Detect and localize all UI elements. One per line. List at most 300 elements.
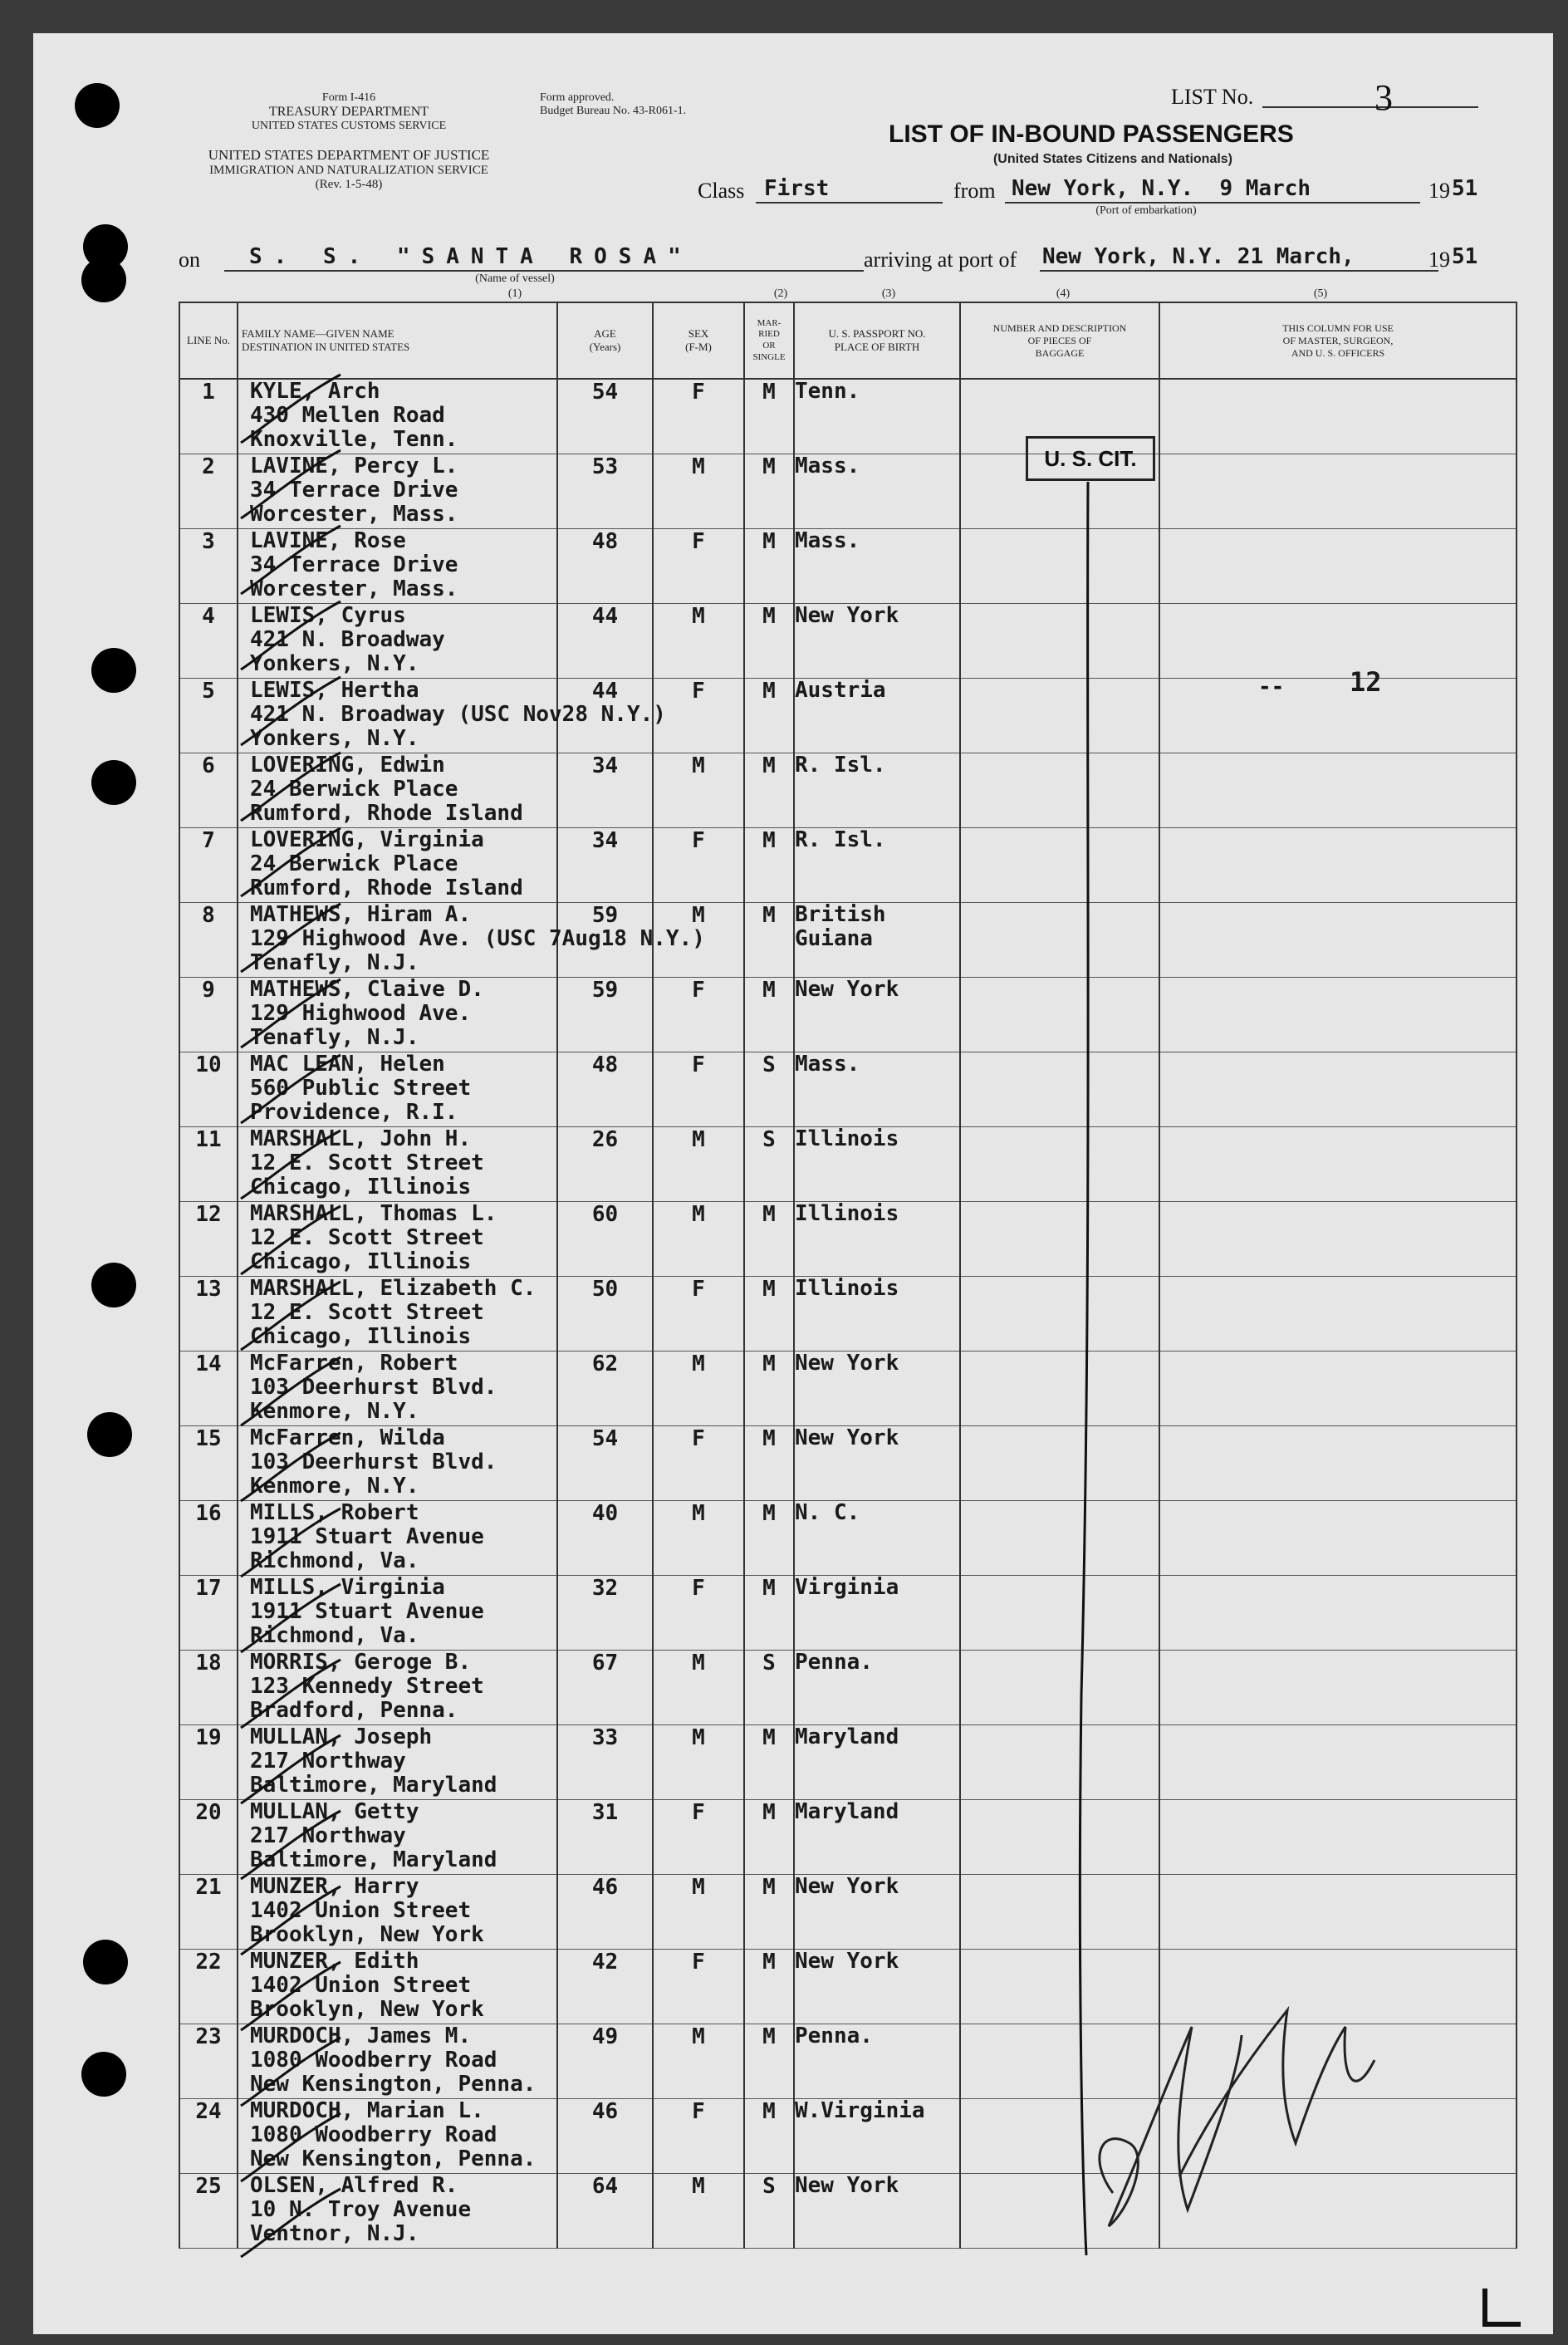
baggage-cell — [960, 679, 1159, 753]
passenger-name: MULLAN, Getty — [250, 1799, 419, 1824]
baggage-cell — [960, 1277, 1159, 1352]
from-value: New York, N.Y. 9 March — [1012, 176, 1311, 201]
passenger-marital-status: M — [744, 1576, 794, 1651]
passenger-marital-status: M — [744, 753, 794, 828]
passenger-age: 40 — [557, 1501, 653, 1576]
table-row — [179, 2174, 1517, 2249]
customs-service: UNITED STATES CUSTOMS SERVICE — [251, 120, 447, 133]
treasury-department: TREASURY DEPARTMENT — [268, 105, 429, 120]
officer-cell — [1159, 1352, 1517, 1426]
passenger-sex: M — [653, 1875, 744, 1950]
header-officers: THIS COLUMN FOR USE OF MASTER, SURGEON, AND U. S. OFFICERS — [1159, 302, 1517, 379]
passenger-name: MURDOCH, Marian L. — [250, 2098, 484, 2123]
us-citizen-stamp: U. S. CIT. — [1026, 436, 1155, 481]
punch-hole-3 — [81, 258, 126, 302]
header-married: MAR- RIED OR SINGLE — [744, 302, 794, 379]
arriving-value: New York, N.Y. 21 March, — [1042, 244, 1368, 269]
table-row — [179, 604, 1517, 679]
port-embarkation-caption: (Port of embarkation) — [1095, 204, 1197, 217]
baggage-cell — [960, 1352, 1159, 1426]
passenger-sex: M — [653, 604, 744, 679]
passenger-birthplace: Mass. — [794, 1052, 960, 1127]
table-row — [179, 2024, 1517, 2099]
passenger-name: KYLE, Arch — [250, 379, 380, 404]
form-approved: Form approved. — [540, 91, 615, 104]
line-number: 20 — [179, 1800, 238, 1875]
passenger-address-line: 12 E. Scott Street — [250, 1225, 484, 1250]
passenger-name-address — [238, 2099, 557, 2174]
passenger-address-line: 217 Northway — [250, 1749, 406, 1773]
passenger-birthplace: Maryland — [794, 1800, 960, 1875]
passenger-sex: F — [653, 379, 744, 454]
class-label: Class — [698, 179, 745, 203]
from-year-prefix: 19 — [1428, 179, 1450, 203]
passenger-sex: F — [653, 1950, 744, 2024]
passenger-address-line: Chicago, Illinois — [250, 1249, 472, 1274]
passenger-birthplace: R. Isl. — [794, 828, 960, 903]
passenger-birthplace: British Guiana — [794, 903, 960, 978]
passenger-name: MARSHALL, Elizabeth C. — [250, 1276, 537, 1301]
line-number: 9 — [179, 978, 238, 1052]
line-number: 18 — [179, 1651, 238, 1725]
line-number: 24 — [179, 2099, 238, 2174]
passenger-birthplace: Mass. — [794, 454, 960, 529]
passenger-name: McFarren, Robert — [250, 1351, 458, 1376]
line-number: 15 — [179, 1426, 238, 1501]
passenger-sex: M — [653, 753, 744, 828]
line-number: 17 — [179, 1576, 238, 1651]
passenger-address-line: New Kensington, Penna. — [250, 2146, 537, 2171]
passenger-marital-status: M — [744, 1426, 794, 1501]
officer-cell — [1159, 1052, 1517, 1127]
line-number: 5 — [179, 679, 238, 753]
table-row — [179, 1725, 1517, 1800]
list-subtitle: (United States Citizens and Nationals) — [992, 152, 1233, 166]
baggage-cell — [960, 1052, 1159, 1127]
passenger-name-address — [238, 1950, 557, 2024]
table-row — [179, 529, 1517, 604]
passenger-sex: M — [653, 1501, 744, 1576]
list-no-label: LIST No. — [1171, 85, 1254, 109]
passenger-address-line: Richmond, Va. — [250, 1548, 419, 1573]
passenger-address-line: Tenafly, N.J. — [250, 950, 419, 975]
passenger-name-address — [238, 828, 557, 903]
passenger-address-line: 421 N. Broadway — [250, 627, 445, 652]
table-row — [179, 379, 1517, 454]
line-number: 16 — [179, 1501, 238, 1576]
line-number: 21 — [179, 1875, 238, 1950]
passenger-age: 54 — [557, 379, 653, 454]
passenger-address-line: 1911 Stuart Avenue — [250, 1599, 484, 1624]
officer-cell — [1159, 828, 1517, 903]
passenger-name: MATHEWS, Hiram A. — [250, 902, 472, 927]
punch-hole-1 — [75, 83, 120, 128]
officer-note-dash: -- — [1258, 675, 1285, 699]
passenger-birthplace: New York — [794, 1352, 960, 1426]
document-page — [33, 33, 1553, 2334]
passenger-birthplace: New York — [794, 978, 960, 1052]
passenger-sex: F — [653, 1052, 744, 1127]
passenger-name-address — [238, 1426, 557, 1501]
passenger-name: MATHEWS, Claive D. — [250, 977, 484, 1002]
passenger-address-line: Chicago, Illinois — [250, 1324, 472, 1349]
header-age: AGE (Years) — [557, 302, 653, 379]
passenger-birthplace: Virginia — [794, 1576, 960, 1651]
table-row — [179, 1352, 1517, 1426]
arriving-year-value: 51 — [1452, 244, 1478, 269]
passenger-address-line: 103 Deerhurst Blvd. — [250, 1375, 497, 1400]
passenger-age: 49 — [557, 2024, 653, 2099]
baggage-cell — [960, 2024, 1159, 2099]
passenger-name: OLSEN, Alfred R. — [250, 2173, 458, 2198]
passenger-name: MARSHALL, Thomas L. — [250, 1201, 497, 1226]
table-row — [179, 2099, 1517, 2174]
passenger-name: LOVERING, Edwin — [250, 753, 445, 778]
passenger-age: 46 — [557, 2099, 653, 2174]
passenger-address-line: 103 Deerhurst Blvd. — [250, 1450, 497, 1474]
passenger-marital-status: M — [744, 2024, 794, 2099]
passenger-marital-status: M — [744, 1202, 794, 1277]
table-header-row — [179, 302, 1517, 379]
officer-cell — [1159, 1426, 1517, 1501]
line-number: 10 — [179, 1052, 238, 1127]
table-row — [179, 1127, 1517, 1202]
passenger-birthplace: Illinois — [794, 1277, 960, 1352]
arriving-year-prefix: 19 — [1428, 248, 1450, 272]
passenger-address-line: 560 Public Street — [250, 1076, 472, 1101]
line-number: 1 — [179, 379, 238, 454]
table-row — [179, 903, 1517, 978]
doj-title: UNITED STATES DEPARTMENT OF JUSTICE — [208, 147, 490, 163]
passenger-marital-status: M — [744, 379, 794, 454]
punch-hole-7 — [87, 1412, 132, 1457]
passenger-address-line: Rumford, Rhode Island — [250, 801, 523, 826]
line-number: 25 — [179, 2174, 238, 2249]
passenger-name-address — [238, 2024, 557, 2099]
passenger-address-line: 1080 Woodberry Road — [250, 2122, 497, 2147]
passenger-name: MUNZER, Harry — [250, 1874, 419, 1899]
table-row — [179, 1800, 1517, 1875]
passenger-name-address — [238, 1800, 557, 1875]
passenger-marital-status: M — [744, 903, 794, 978]
officer-note: 12 — [1350, 666, 1382, 698]
passenger-address-line: Chicago, Illinois — [250, 1175, 472, 1199]
baggage-cell — [960, 2099, 1159, 2174]
passenger-table — [179, 302, 1517, 2249]
line-number: 14 — [179, 1352, 238, 1426]
table-row — [179, 1651, 1517, 1725]
officer-cell — [1159, 1277, 1517, 1352]
list-no-value: 3 — [1374, 77, 1393, 118]
passenger-address-line: Bradford, Penna. — [250, 1698, 458, 1723]
table-row — [179, 1426, 1517, 1501]
passenger-sex: M — [653, 2024, 744, 2099]
passenger-address-line: Ventnor, N.J. — [250, 2221, 419, 2246]
punch-hole-9 — [81, 2052, 126, 2097]
passenger-address-line: Worcester, Mass. — [250, 576, 458, 601]
line-number: 12 — [179, 1202, 238, 1277]
passenger-marital-status: M — [744, 978, 794, 1052]
passenger-marital-status: M — [744, 1950, 794, 2024]
passenger-age: 54 — [557, 1426, 653, 1501]
passenger-name-address — [238, 1725, 557, 1800]
passenger-age: 48 — [557, 529, 653, 604]
header-sex: SEX (F-M) — [653, 302, 744, 379]
line-number: 7 — [179, 828, 238, 903]
passenger-birthplace: New York — [794, 1950, 960, 2024]
passenger-birthplace: Penna. — [794, 1651, 960, 1725]
passenger-address-line: New Kensington, Penna. — [250, 2072, 537, 2097]
vessel-value: S. S. "SANTA ROSA" — [249, 244, 693, 269]
passenger-marital-status: M — [744, 1800, 794, 1875]
officer-cell — [1159, 1725, 1517, 1800]
table-row — [179, 679, 1517, 753]
passenger-name: MILLS, Virginia — [250, 1575, 445, 1600]
passenger-marital-status: M — [744, 1501, 794, 1576]
passenger-address-line: 123 Kennedy Street — [250, 1674, 484, 1699]
line-number: 2 — [179, 454, 238, 529]
table-row — [179, 1950, 1517, 2024]
baggage-cell — [960, 1875, 1159, 1950]
header-name: FAMILY NAME—GIVEN NAME DESTINATION IN UNITED STATES — [238, 302, 557, 379]
ins-title: IMMIGRATION AND NATURALIZATION SERVICE — [209, 163, 488, 177]
clip-mark — [1482, 2289, 1521, 2327]
passenger-age: 62 — [557, 1352, 653, 1426]
passenger-sex: M — [653, 454, 744, 529]
passenger-name-address — [238, 1127, 557, 1202]
punch-hole-4 — [91, 648, 136, 693]
passenger-sex: F — [653, 679, 744, 753]
officer-cell — [1159, 1576, 1517, 1651]
passenger-age: 31 — [557, 1800, 653, 1875]
baggage-cell — [960, 903, 1159, 978]
officer-cell — [1159, 529, 1517, 604]
passenger-name-address — [238, 1352, 557, 1426]
passenger-marital-status: M — [744, 1352, 794, 1426]
officer-cell — [1159, 978, 1517, 1052]
passenger-birthplace: Illinois — [794, 1127, 960, 1202]
table-row — [179, 753, 1517, 828]
officer-cell — [1159, 1875, 1517, 1950]
passenger-name-address — [238, 1651, 557, 1725]
from-year-value: 51 — [1452, 176, 1478, 201]
passenger-name-address — [238, 1875, 557, 1950]
passenger-birthplace: New York — [794, 1426, 960, 1501]
passenger-sex: M — [653, 1202, 744, 1277]
line-number: 8 — [179, 903, 238, 978]
passenger-address-line: 1402 Union Street — [250, 1973, 472, 1998]
passenger-name-address — [238, 1052, 557, 1127]
passenger-address-line: 12 E. Scott Street — [250, 1300, 484, 1325]
passenger-age: 53 — [557, 454, 653, 529]
officer-cell — [1159, 2174, 1517, 2249]
baggage-cell — [960, 1800, 1159, 1875]
passenger-address-line: 1080 Woodberry Road — [250, 2048, 497, 2073]
passenger-name-address — [238, 529, 557, 604]
passenger-address-line: 129 Highwood Ave. (USC 7Aug18 N.Y.) — [250, 926, 705, 951]
header-passport: U. S. PASSPORT NO. PLACE OF BIRTH — [794, 302, 960, 379]
passenger-name: LOVERING, Virginia — [250, 827, 484, 852]
passenger-age: 46 — [557, 1875, 653, 1950]
passenger-birthplace: Mass. — [794, 529, 960, 604]
passenger-age: 33 — [557, 1725, 653, 1800]
passenger-birthplace: Penna. — [794, 2024, 960, 2099]
baggage-cell — [960, 1651, 1159, 1725]
passenger-sex: M — [653, 2174, 744, 2249]
passenger-address-line: Baltimore, Maryland — [250, 1773, 497, 1798]
passenger-name-address — [238, 753, 557, 828]
table-row — [179, 454, 1517, 529]
revision: (Rev. 1-5-48) — [315, 177, 383, 191]
vessel-line — [224, 270, 864, 272]
passenger-address-line: Brooklyn, New York — [250, 1922, 484, 1947]
passenger-birthplace: Maryland — [794, 1725, 960, 1800]
approval-block — [540, 91, 756, 118]
punch-hole-6 — [91, 1263, 136, 1307]
passenger-age: 26 — [557, 1127, 653, 1202]
baggage-cell — [960, 1725, 1159, 1800]
passenger-age: 44 — [557, 604, 653, 679]
officer-cell — [1159, 1202, 1517, 1277]
passenger-birthplace: W.Virginia — [794, 2099, 960, 2174]
passenger-marital-status: S — [744, 1052, 794, 1127]
budget-bureau: Budget Bureau No. 43-R061-1. — [540, 105, 687, 118]
passenger-name-address — [238, 1202, 557, 1277]
passenger-name: LAVINE, Rose — [250, 528, 406, 553]
punch-hole-8 — [83, 1940, 128, 1984]
passenger-address-line: 217 Northway — [250, 1823, 406, 1848]
passenger-address-line: Brooklyn, New York — [250, 1997, 484, 2022]
passenger-sex: F — [653, 1277, 744, 1352]
passenger-marital-status: M — [744, 1277, 794, 1352]
officer-cell — [1159, 454, 1517, 529]
passenger-name: McFarren, Wilda — [250, 1425, 445, 1450]
passenger-address-line: 421 N. Broadway (USC Nov28 N.Y.) — [250, 702, 666, 727]
passenger-sex: F — [653, 1426, 744, 1501]
passenger-name: MUNZER, Edith — [250, 1949, 419, 1974]
treasury-block — [224, 91, 473, 134]
passenger-address-line: Knoxville, Tenn. — [250, 427, 458, 452]
arriving-label: arriving at port of — [864, 248, 1017, 272]
officer-cell — [1159, 1127, 1517, 1202]
passenger-sex: M — [653, 1725, 744, 1800]
passenger-marital-status: M — [744, 529, 794, 604]
passenger-name: LEWIS, Cyrus — [250, 603, 406, 628]
passenger-address-line: 1911 Stuart Avenue — [250, 1524, 484, 1549]
passenger-name-address — [238, 379, 557, 454]
officer-cell — [1159, 1501, 1517, 1576]
passenger-name-address — [238, 1277, 557, 1352]
passenger-age: 34 — [557, 753, 653, 828]
table-row — [179, 1875, 1517, 1950]
passenger-address-line: 24 Berwick Place — [250, 777, 458, 802]
table-row — [179, 1501, 1517, 1576]
baggage-cell — [960, 1426, 1159, 1501]
passenger-birthplace: Austria — [794, 679, 960, 753]
passenger-name-address — [238, 454, 557, 529]
passenger-address-line: 1402 Union Street — [250, 1898, 472, 1923]
line-number: 6 — [179, 753, 238, 828]
passenger-address-line: Yonkers, N.Y. — [250, 726, 419, 751]
passenger-birthplace: New York — [794, 2174, 960, 2249]
passenger-address-line: Richmond, Va. — [250, 1623, 419, 1648]
passenger-sex: M — [653, 1651, 744, 1725]
officer-cell — [1159, 1950, 1517, 2024]
passenger-marital-status: S — [744, 1651, 794, 1725]
passenger-name: LEWIS, Hertha — [250, 678, 419, 703]
form-number: Form I-416 — [321, 91, 376, 104]
passenger-sex: F — [653, 2099, 744, 2174]
passenger-age: 64 — [557, 2174, 653, 2249]
passenger-marital-status: M — [744, 2099, 794, 2174]
passenger-name: MARSHALL, John H. — [250, 1126, 472, 1151]
line-number: 23 — [179, 2024, 238, 2099]
from-line — [1005, 202, 1420, 204]
vessel-caption: (Name of vessel) — [475, 272, 555, 285]
officer-cell — [1159, 1651, 1517, 1725]
passenger-name: MULLAN, Joseph — [250, 1724, 433, 1749]
baggage-cell — [960, 1202, 1159, 1277]
officer-cell — [1159, 679, 1517, 753]
arriving-line — [1040, 270, 1438, 272]
passenger-address-line: Providence, R.I. — [250, 1100, 458, 1125]
passenger-age: 60 — [557, 1202, 653, 1277]
passenger-name-address — [238, 2174, 557, 2249]
baggage-cell — [960, 1576, 1159, 1651]
officer-cell — [1159, 2024, 1517, 2099]
passenger-address-line: Tenafly, N.J. — [250, 1025, 419, 1050]
baggage-cell — [960, 1950, 1159, 2024]
passenger-address-line: 10 N. Troy Avenue — [250, 2197, 472, 2222]
passenger-age: 48 — [557, 1052, 653, 1127]
vessel-col-number: (1) — [507, 287, 522, 300]
passenger-age: 50 — [557, 1277, 653, 1352]
passenger-age: 59 — [557, 903, 653, 978]
table-row — [179, 978, 1517, 1052]
line-number: 22 — [179, 1950, 238, 2024]
passenger-age: 67 — [557, 1651, 653, 1725]
baggage-cell — [960, 978, 1159, 1052]
passenger-sex: F — [653, 1576, 744, 1651]
class-value: First — [764, 176, 830, 201]
baggage-cell — [960, 2174, 1159, 2249]
table-row — [179, 1576, 1517, 1651]
passenger-age: 59 — [557, 978, 653, 1052]
officer-cell — [1159, 1800, 1517, 1875]
passenger-age: 44 — [557, 679, 653, 753]
passenger-marital-status: M — [744, 679, 794, 753]
passenger-birthplace: R. Isl. — [794, 753, 960, 828]
line-number: 3 — [179, 529, 238, 604]
passenger-address-line: 430 Mellen Road — [250, 403, 445, 428]
passenger-name-address — [238, 1576, 557, 1651]
passenger-address-line: Worcester, Mass. — [250, 502, 458, 527]
line-number: 4 — [179, 604, 238, 679]
line-number: 13 — [179, 1277, 238, 1352]
passenger-name-address — [238, 604, 557, 679]
punch-hole-5 — [91, 760, 136, 805]
passenger-sex: F — [653, 529, 744, 604]
passenger-marital-status: M — [744, 828, 794, 903]
passenger-name-address — [238, 978, 557, 1052]
passenger-marital-status: M — [744, 1875, 794, 1950]
passenger-address-line: Kenmore, N.Y. — [250, 1399, 419, 1424]
baggage-cell — [960, 1127, 1159, 1202]
line-number: 11 — [179, 1127, 238, 1202]
passenger-address-line: Rumford, Rhode Island — [250, 876, 523, 900]
table-row — [179, 1277, 1517, 1352]
officer-cell — [1159, 903, 1517, 978]
